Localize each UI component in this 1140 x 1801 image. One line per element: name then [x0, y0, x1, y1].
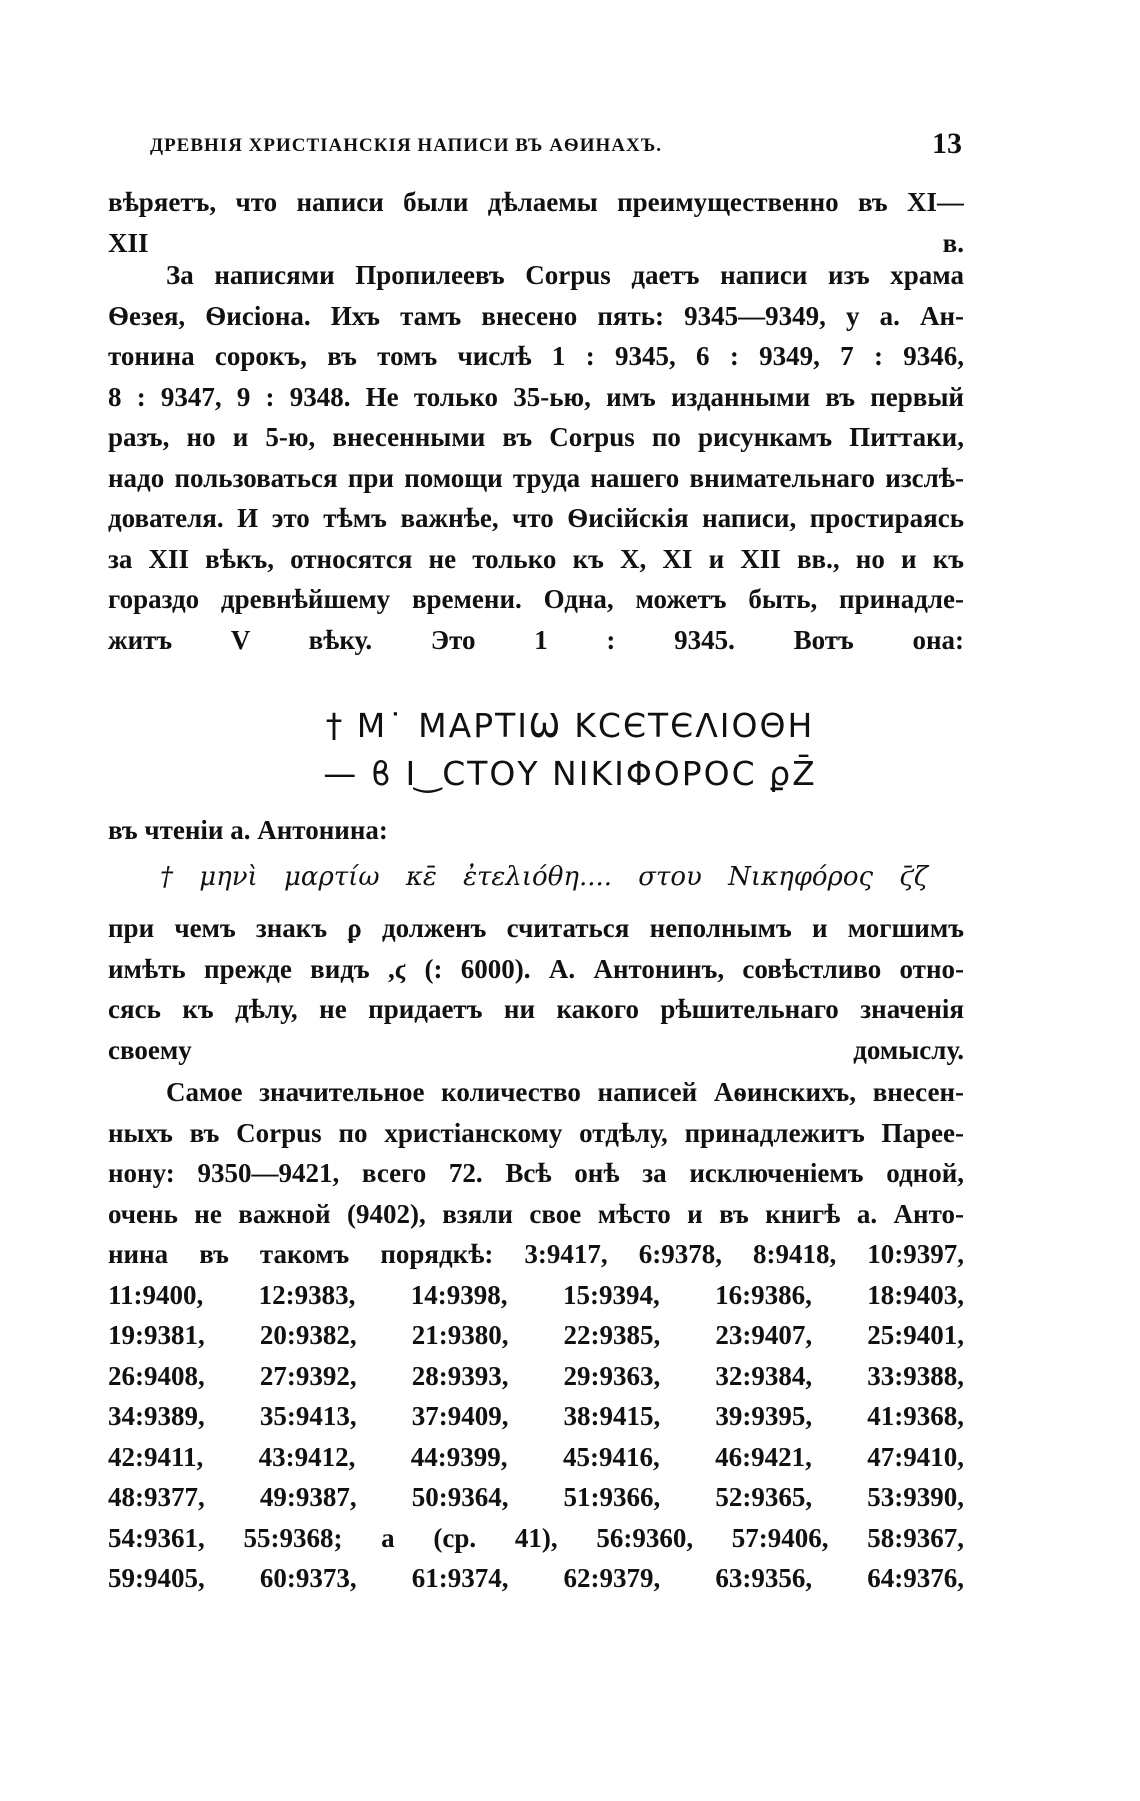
text-line: 54:9361, 55:9368; а (ср. 41), 56:9360, 57:9406, 58:9367,: [108, 1522, 964, 1553]
text-line: Самое значительное количество написей Аѳинскихъ, внесен-: [166, 1077, 964, 1107]
text-line: 26:9408, 27:9392, 28:9393, 29:9363, 32:9384, 33:9388,: [108, 1360, 964, 1391]
text-line: разъ, но и 5-ю, внесенными въ Corpus по рисункамъ Питтаки,: [108, 422, 964, 452]
paragraph-4: [108, 1072, 964, 1599]
text-line: въ чтеніи а. Антонина:: [108, 815, 388, 845]
text-line: 11:9400, 12:9383, 14:9398, 15:9394, 16:9386, 18:9403,: [108, 1279, 964, 1310]
text-line: очень не важной (9402), взяли свое мѣсто и въ книгѣ а. Анто-: [108, 1198, 964, 1229]
page-number: 13: [932, 127, 962, 160]
paragraph-1: [108, 182, 964, 263]
text-line: своему домыслу.: [108, 1034, 964, 1065]
text-line: надо пользоваться при помощи труда нашего внимательнаго изслѣ-: [108, 462, 964, 493]
text-line: 59:9405, 60:9373, 61:9374, 62:9379, 63:9356, 64:9376,: [108, 1563, 964, 1593]
text-line: 34:9389, 35:9413, 37:9409, 38:9415, 39:9395, 41:9368,: [108, 1401, 964, 1431]
running-title: ДРЕВНІЯ ХРИСТІАНСКІЯ НАПИСИ ВЪ АѲИНАХЪ.: [150, 135, 662, 156]
paragraph-3: [108, 908, 964, 1070]
text-line: Ѳезея, Ѳисіона. Ихъ тамъ внесено пять: 9345—9349, у а. Ан-: [108, 300, 964, 331]
inscription-line-2: — ϐ Ι ͜ ϹΤΟΥ ΝΙΚΙΦΟΡΟϹ ϼZ̄: [323, 754, 817, 793]
text-line: дователя. И это тѣмъ важнѣе, что Ѳисійскія написи, простираясь: [108, 503, 964, 533]
greek-word: ἐτελιόθη....: [463, 862, 612, 892]
text-line: имѣть прежде видъ ,ϛ (: 6000). А. Антонинъ, совѣстливо отно-: [108, 953, 964, 984]
text-line: 19:9381, 20:9382, 21:9380, 22:9385, 23:9407, 25:9401,: [108, 1320, 964, 1350]
text-line: вѣряетъ, что написи были дѣлаемы преимущественно въ XI—: [108, 187, 964, 217]
text-line: житъ V вѣку. Это 1 : 9345. Вотъ она:: [108, 624, 964, 655]
text-line: нону: 9350—9421, всего 72. Всѣ онѣ за исключеніемъ одной,: [108, 1158, 964, 1188]
text-line: за XII вѣкъ, относятся не только къ X, XI и XII вв., но и къ: [108, 543, 964, 574]
text-line: тонина сорокъ, въ томъ числѣ 1 : 9345, 6 : 9349, 7 : 9346,: [108, 341, 964, 371]
greek-word: ϛ̄ζ: [899, 862, 928, 892]
text-line: XII в.: [108, 227, 964, 258]
text-line: гораздо древнѣйшему времени. Одна, можетъ быть, принадле-: [108, 584, 964, 614]
text-line: За написями Пропилеевъ Corpus даетъ написи изъ храма: [166, 260, 964, 290]
text-line: 48:9377, 49:9387, 50:9364, 51:9366, 52:9365, 53:9390,: [108, 1482, 964, 1512]
greek-word: μαρτίω: [284, 862, 380, 892]
cross-symbol: †: [160, 862, 173, 892]
greek-word: μηνὶ: [199, 862, 258, 892]
greek-reading: [160, 862, 960, 892]
greek-word: στου: [638, 862, 702, 892]
reading-intro: [108, 810, 964, 851]
greek-word: κε̄: [405, 862, 437, 892]
page-header: [110, 127, 962, 175]
text-line: сясь къ дѣлу, не придаетъ ни какого рѣшительнаго значенія: [108, 994, 964, 1024]
text-line: при чемъ знакъ ϼ долженъ считаться неполнымъ и могшимъ: [108, 913, 964, 943]
inscription-line-1: † Μ˙ ΜΑΡΤΙѠ ΚϹЄΤЄΛΙΟΘΗ: [325, 706, 815, 745]
greek-word: Νικηφόρος: [728, 862, 874, 892]
text-line: 42:9411, 43:9412, 44:9399, 45:9416, 46:9421, 47:9410,: [108, 1441, 964, 1472]
paragraph-2: [108, 255, 964, 660]
text-line: ныхъ въ Corpus по христіанскому отдѣлу, принадлежитъ Пареe-: [108, 1117, 964, 1148]
text-line: нина въ такомъ порядкѣ: 3:9417, 6:9378, 8:9418, 10:9397,: [108, 1239, 964, 1269]
text-line: 8 : 9347, 9 : 9348. Не только 35-ью, имъ изданными въ первый: [108, 381, 964, 412]
